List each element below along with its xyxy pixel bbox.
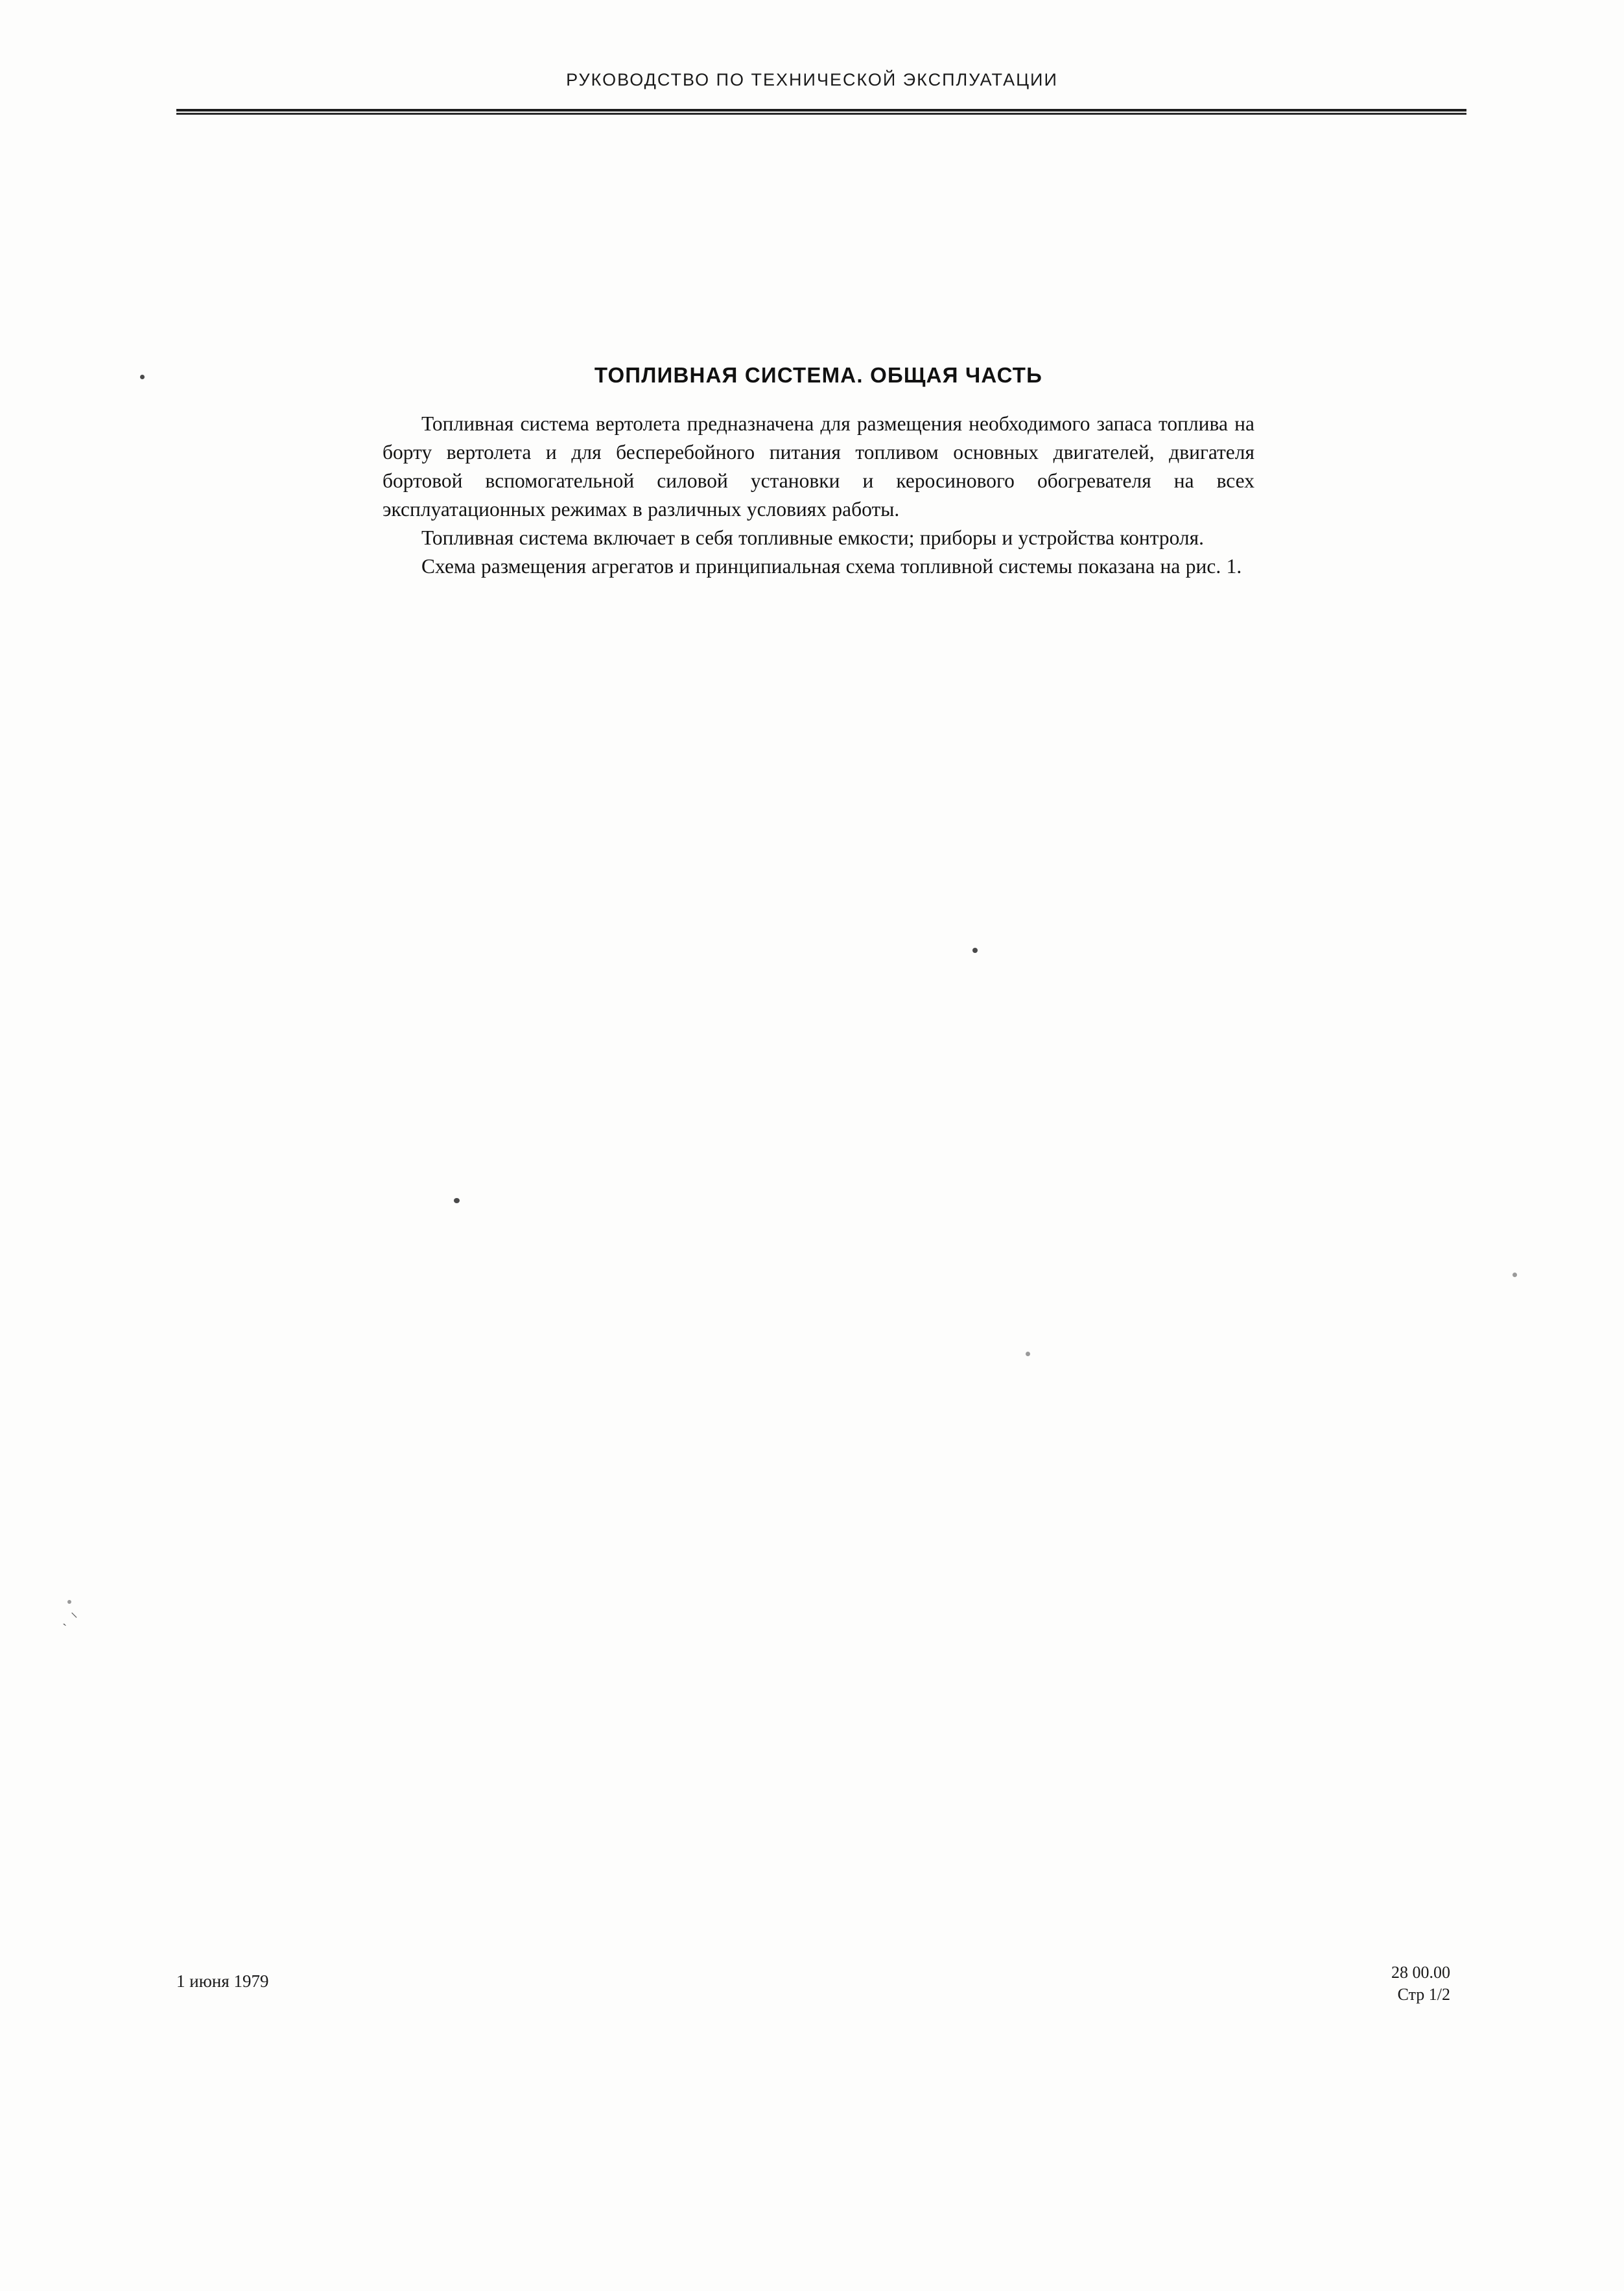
- scan-speck: [454, 1198, 460, 1203]
- scan-speck: [972, 948, 978, 953]
- scan-speck: [67, 1600, 71, 1604]
- page-title: ТОПЛИВНАЯ СИСТЕМА. ОБЩАЯ ЧАСТЬ: [594, 363, 1043, 387]
- document-body: [382, 363, 1254, 581]
- footer-doc-number: 28 00.00: [1391, 1963, 1450, 1982]
- footer-page-label: Стр 1/2: [1397, 1985, 1450, 2004]
- footer-date: 1 июня 1979: [176, 1971, 269, 1991]
- scan-scribble-mark: ˎ ⸌: [62, 1610, 78, 1626]
- body-paragraph-1: Топливная система вертолета предназначена для размещения необходимого запаса топлива на борту вертолета и для бесперебойного питания топливом основных двигателей, двигателя бортовой вспомогательной силовой установки и керосинового обогревателя на всех эксплуатационных режимах в различных условиях работы.: [382, 412, 1254, 521]
- body-paragraph-2: Топливная система включает в себя топливные емкости; приборы и устройства контроля.: [421, 526, 1205, 549]
- header-divider-line-top: [176, 109, 1466, 112]
- scan-speck: [1512, 1273, 1517, 1277]
- body-paragraph-3: Схема размещения агрегатов и принципиальная схема топливной системы показана на рис. 1.: [421, 555, 1242, 578]
- scan-speck: [1026, 1352, 1030, 1356]
- header-divider: [176, 109, 1466, 115]
- header-divider-line-bottom: [176, 113, 1466, 115]
- scan-speck: [140, 375, 145, 379]
- running-header-title: РУКОВОДСТВО ПО ТЕХНИЧЕСКОЙ ЭКСПЛУАТАЦИИ: [566, 70, 1058, 89]
- footer-document-reference: [1391, 1962, 1450, 2006]
